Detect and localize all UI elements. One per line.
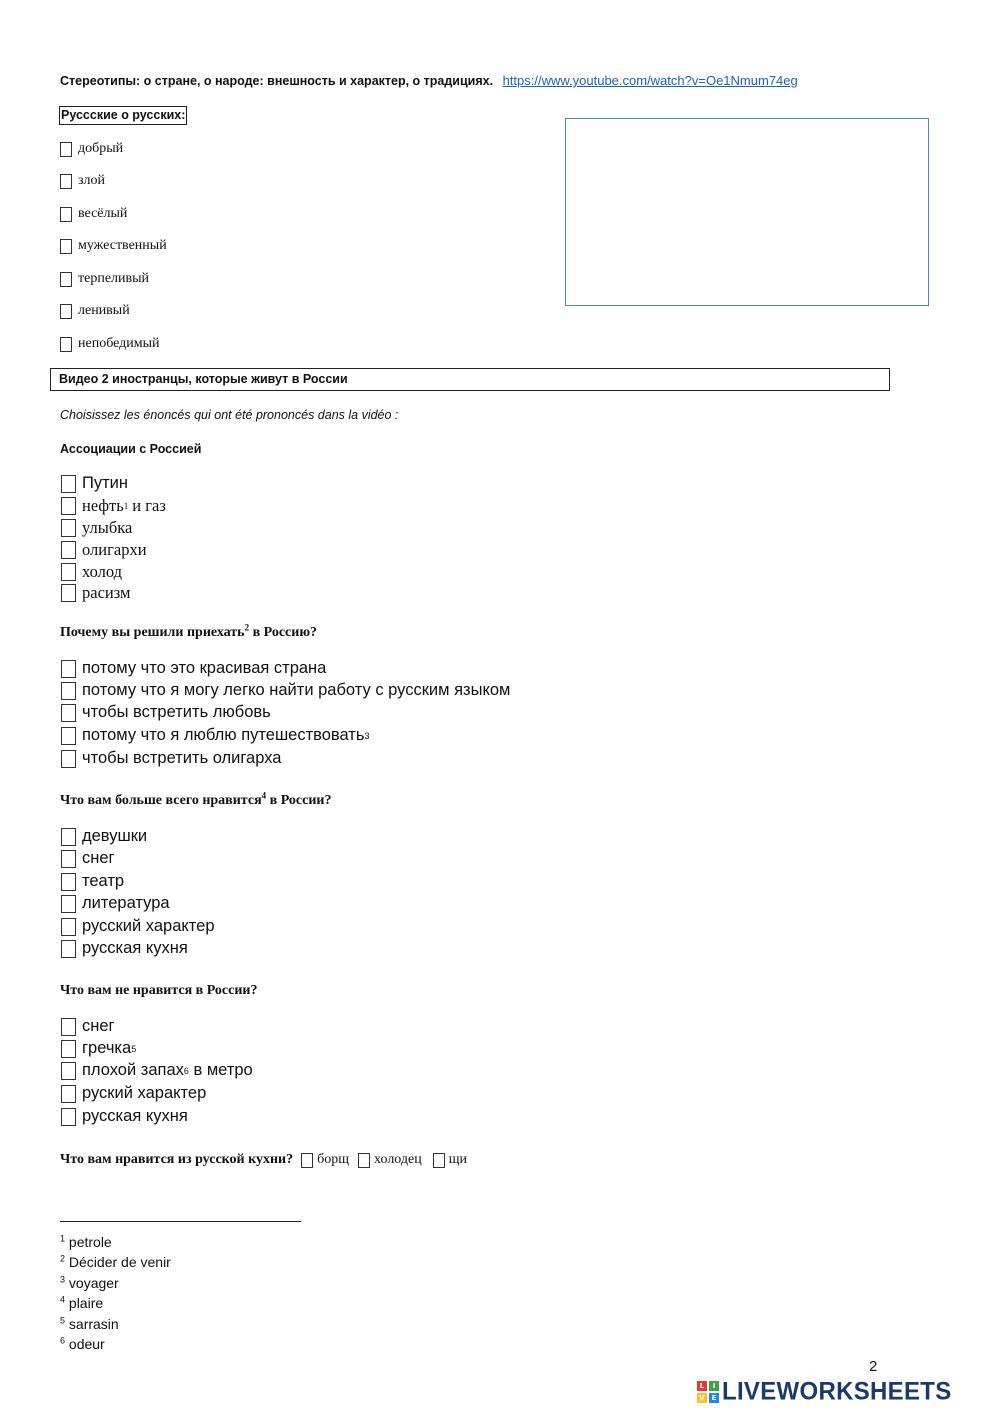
footnote-number: 2 xyxy=(60,1253,66,1264)
list-item xyxy=(61,827,147,846)
list-item xyxy=(61,749,281,768)
checkbox[interactable] xyxy=(60,239,72,254)
footnote xyxy=(60,1254,171,1270)
list-item xyxy=(60,206,127,222)
brand-logo xyxy=(697,1378,952,1406)
option-label: холодец xyxy=(374,1152,422,1167)
checkbox[interactable] xyxy=(61,750,76,768)
option-label: добрый xyxy=(78,141,124,156)
list-item xyxy=(61,917,215,936)
list-item xyxy=(61,681,510,700)
checkbox[interactable] xyxy=(61,918,76,936)
footnote-ref: 4 xyxy=(261,790,267,801)
q2-title-text: в Россию? xyxy=(249,625,318,640)
option-label: нефть xyxy=(82,496,124,515)
checkbox[interactable] xyxy=(60,142,72,157)
logo-tile: I xyxy=(709,1381,719,1391)
option-label: и газ xyxy=(132,496,166,515)
option-label: расизм xyxy=(82,583,131,602)
footnote-number: 3 xyxy=(60,1274,66,1285)
footnote-number: 6 xyxy=(60,1335,66,1346)
footnote-number: 5 xyxy=(60,1315,66,1326)
checkbox[interactable] xyxy=(60,272,72,287)
checkbox[interactable] xyxy=(61,850,76,868)
checkbox[interactable] xyxy=(61,584,76,602)
checkbox[interactable] xyxy=(61,497,76,515)
video2-title-text: Видео 2 иностранцы, которые живут в России xyxy=(59,372,348,386)
option-label: олигархи xyxy=(82,540,147,559)
logo-tile: E xyxy=(709,1393,719,1403)
q2-title xyxy=(60,622,318,641)
instruction: Choisissez les énoncés qui ont été prononcés dans la vidéo : xyxy=(60,408,399,422)
option-label: весёлый xyxy=(78,206,128,221)
video2-title xyxy=(50,368,890,391)
list-item xyxy=(61,474,128,493)
list-item xyxy=(61,1084,206,1103)
list-item xyxy=(60,141,123,157)
checkbox[interactable] xyxy=(61,1018,76,1036)
logo-tile: L xyxy=(697,1381,707,1391)
q3-title xyxy=(60,790,332,809)
q3-title-text: Что вам больше всего нравится xyxy=(60,793,262,808)
option-label: терпеливый xyxy=(78,271,150,286)
option-label: театр xyxy=(82,872,125,890)
footnote-text: petrole xyxy=(68,1234,112,1250)
brand-name: LIVEWORKSHEETS xyxy=(722,1377,952,1406)
list-item xyxy=(61,849,115,868)
checkbox[interactable] xyxy=(61,563,76,581)
q3-title-text: в России? xyxy=(266,793,332,808)
list-item xyxy=(60,303,130,319)
option-label: чтобы встретить олигарха xyxy=(82,749,282,767)
checkbox[interactable] xyxy=(433,1153,445,1168)
checkbox[interactable] xyxy=(61,682,76,700)
footnote-text: plaire xyxy=(68,1295,104,1311)
q4-title: Что вам не нравится в России? xyxy=(60,983,258,998)
checkbox[interactable] xyxy=(61,541,76,559)
checkbox[interactable] xyxy=(60,304,72,319)
page-number: 2 xyxy=(869,1358,878,1375)
option-label: Путин xyxy=(82,474,128,492)
footnote-number: 4 xyxy=(60,1294,66,1305)
list-item xyxy=(61,583,130,603)
footnote xyxy=(60,1316,119,1332)
option-label: руский характер xyxy=(82,1084,207,1102)
checkbox[interactable] xyxy=(61,873,76,891)
footnote xyxy=(60,1295,103,1311)
checkbox[interactable] xyxy=(61,828,76,846)
q2-title-text: Почему вы решили приехать xyxy=(60,625,245,640)
checkbox[interactable] xyxy=(61,1040,76,1058)
list-item: потому что я люблю путешествовать 3 xyxy=(61,726,369,745)
footnote-text: sarrasin xyxy=(68,1316,119,1332)
list-item xyxy=(61,894,170,913)
list-item xyxy=(61,562,122,582)
q1-title: Ассоциации с Россией xyxy=(60,442,202,456)
option-label: снег xyxy=(82,1017,115,1035)
list-item xyxy=(60,173,105,189)
answer-box[interactable] xyxy=(565,118,929,306)
list-item: плохой запах 6 в метро xyxy=(61,1061,253,1080)
list-item xyxy=(60,271,149,287)
checkbox[interactable] xyxy=(358,1153,370,1168)
checkbox[interactable] xyxy=(61,727,76,745)
option-label: русский характер xyxy=(82,917,215,935)
footnote-number: 1 xyxy=(60,1233,66,1244)
list-item xyxy=(61,1107,188,1126)
option-label: улыбка xyxy=(82,518,133,537)
option-label: потому что это красивая страна xyxy=(82,659,327,677)
list-item xyxy=(61,659,326,678)
option-label: борщ xyxy=(317,1152,350,1167)
option-label: русская кухня xyxy=(82,1107,188,1125)
option-label: щи xyxy=(448,1152,468,1167)
checkbox[interactable] xyxy=(61,1062,76,1080)
checkbox[interactable] xyxy=(301,1153,313,1168)
option-label: потому что я люблю путешествовать xyxy=(82,726,365,744)
option-label: холод xyxy=(82,562,123,581)
list-item xyxy=(60,336,160,352)
checkbox[interactable] xyxy=(61,519,76,537)
checkbox[interactable] xyxy=(61,1108,76,1126)
video-link[interactable]: https://www.youtube.com/watch?v=Oe1Nmum74eg xyxy=(502,73,798,88)
option-label: литература xyxy=(82,894,170,912)
option-label: мужественный xyxy=(78,238,167,253)
footnote xyxy=(60,1336,105,1352)
footnote-ref: 2 xyxy=(244,622,250,633)
list-item xyxy=(60,238,167,254)
option-label: плохой запах xyxy=(82,1061,184,1079)
option-label: потому что я могу легко найти работу с русским языком xyxy=(82,681,511,699)
footnote xyxy=(60,1234,112,1250)
q5-title: Что вам нравится из русской кухни? xyxy=(60,1152,294,1167)
list-item xyxy=(61,540,147,560)
list-item xyxy=(61,1017,115,1036)
option-label: снег xyxy=(82,849,115,867)
list-item: гречка 5 xyxy=(61,1039,136,1058)
list-item xyxy=(61,872,124,891)
list-item xyxy=(61,703,271,722)
header-title: Стереотипы: о стране, о народе: внешность и характер, о традициях. xyxy=(60,74,494,88)
option-label: в метро xyxy=(188,1061,253,1079)
checkbox[interactable] xyxy=(61,704,76,722)
footnote-text: odeur xyxy=(68,1336,105,1352)
option-label: гречка xyxy=(82,1039,132,1057)
list-item xyxy=(61,518,132,538)
option-label: ленивый xyxy=(78,303,130,318)
checkbox[interactable] xyxy=(61,940,76,958)
checkbox[interactable] xyxy=(61,895,76,913)
option-label: злой xyxy=(78,173,106,188)
checkbox[interactable] xyxy=(61,475,76,493)
logo-tile: V xyxy=(697,1393,707,1403)
checkbox[interactable] xyxy=(60,337,72,352)
q5-line xyxy=(60,1152,467,1168)
option-label: непобедимый xyxy=(78,336,160,351)
checkbox[interactable] xyxy=(61,660,76,678)
checkbox[interactable] xyxy=(61,1085,76,1103)
footnote-text: voyager xyxy=(68,1275,119,1291)
checkbox[interactable] xyxy=(60,207,72,222)
option-label: девушки xyxy=(82,827,148,845)
option-label: русская кухня xyxy=(82,939,188,957)
footnote xyxy=(60,1275,119,1291)
list-item xyxy=(61,939,188,958)
logo-mark-icon xyxy=(697,1381,719,1403)
section1-title: Руссские о русских: xyxy=(59,106,187,125)
footnote-separator xyxy=(60,1221,301,1222)
list-item: нефть 1 и газ xyxy=(61,496,166,516)
option-label: чтобы встретить любовь xyxy=(82,703,271,721)
header-line xyxy=(60,73,798,88)
checkbox[interactable] xyxy=(60,174,72,189)
footnote-text: Décider de venir xyxy=(68,1254,171,1270)
